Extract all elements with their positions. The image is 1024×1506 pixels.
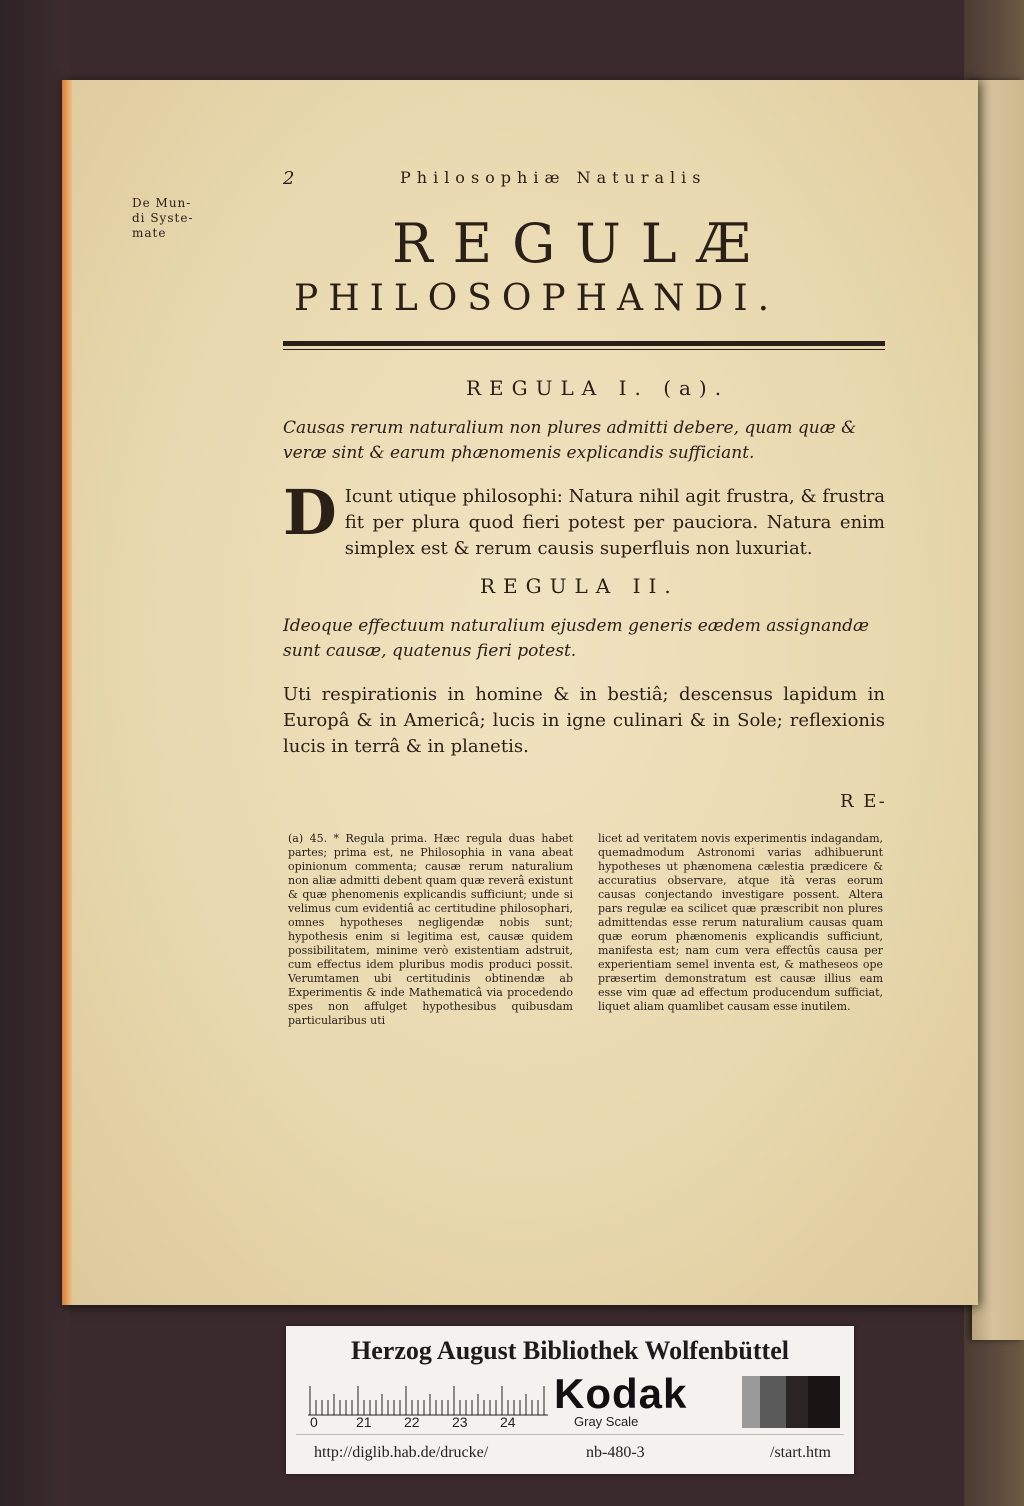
library-title: Herzog August Bibliothek Wolfenbüttel [351,1336,789,1365]
background-left [0,0,70,1506]
ruler-number: 23 [452,1414,468,1430]
adjacent-page-edge [972,80,1024,1340]
title-line-2: PHILOSOPHANDI. [294,278,780,319]
marginal-note [132,196,222,241]
page-number: 2 [283,168,295,189]
url-right: /start.htm [770,1444,831,1461]
rule-2-heading: REGULA II. [480,574,679,598]
footnote-left-column: (a) 45. * Regula prima. Hæc regula duas habet partes; prima est, ne Philosophia in vana abeat opinionum commenta; causæ rerum naturalium non aliæ admitti debent quam quæ reverâ existunt & quæ phenomenis explicandis sufficiunt; unde si velimus cum evidentiâ ac certitudine philosophari, omnes hypotheses negligendæ nobis sunt; hypothesis enim si legitima est, causæ quidem possibilitatem, minime verò existentiam adstruit, cum effectus idem pluribus modis produci possit. Verumtamen ubi certitudinis obtinendæ ab Experimentis & inde Mathematicâ via procedendo spes non affulget hypothesibus quibusdam particularibus uti [288,832,573,1027]
page-edge-stain [62,80,72,1305]
ruler-scale [308,1376,548,1416]
library-label-card [286,1326,854,1474]
title-rule-thin [283,349,885,350]
rule-1-text: Causas rerum naturalium non plures admitti debere, quam quæ & veræ sint & earum phænomenis explicandis sufficiant. [283,418,857,463]
ruler-number: 22 [404,1414,420,1430]
ruler-number: 24 [500,1414,516,1430]
kodak-logo: Kodak [554,1370,688,1417]
card-divider [296,1434,844,1435]
rule-1-heading: REGULA I. (a). [466,376,730,400]
marginal-note-line: di Syste- [132,211,194,225]
url-left: http://diglib.hab.de/drucke/ [314,1444,489,1461]
drop-cap: D [283,476,337,549]
gray-scale-label: Gray Scale [574,1414,639,1429]
running-head: Philosophiæ Naturalis [400,168,707,187]
gray-swatch [808,1376,840,1428]
ruler-number: 0 [310,1414,318,1430]
marginal-note-line: mate [132,226,167,240]
footnote-right-column: licet ad veritatem novis experimentis indagandam, quemadmodum Astronomi varias adhibuerunt hypotheses ut phænomena cælestia prædicere & accuratius observare, atque ità veras eorum causas conjectando investigare possent. Altera pars regulæ ea scilicet quæ præscribit non plures admittendas esse rerum naturalium causas quam quæ eorum phænomenis explicandis sufficiunt, manifesta est; nam cum vera effectûs causa per experientiam semel inventa est, & matheseos ope præsertim demonstratum est causæ illius eam esse vim quæ ad effectum producendum sufficiat, liquet aliam quamlibet causam esse inutilem. [598,832,883,1013]
gray-swatch [786,1376,808,1428]
paragraph-2: Uti respirationis in homine & in bestiâ; descensus lapidum in Europâ & in Americâ; lucis in igne culinari & in Sole; reflexionis lucis in terrâ & in planetis. [283,684,885,757]
marginal-note-line: De Mun- [132,196,192,210]
paragraph-1 [283,476,885,562]
paragraph-1-text: Icunt utique philosophi: Natura nihil agit frustra, & frustra fit per plura quod fieri potest per pauciora. Natura enim simplex est & rerum causis superfluis non luxuriat. [344,486,885,559]
gray-swatch [760,1376,786,1428]
url-id: nb-480-3 [586,1444,645,1461]
title-rule [283,341,885,346]
ruler-number: 21 [356,1414,372,1430]
rule-2-text: Ideoque effectuum naturalium ejusdem generis eædem assignandæ sunt causæ, quatenus fieri potest. [283,616,870,661]
gray-swatch [742,1376,760,1428]
catchword: R E- [840,791,887,812]
title-line-1: REGULÆ [392,212,771,275]
